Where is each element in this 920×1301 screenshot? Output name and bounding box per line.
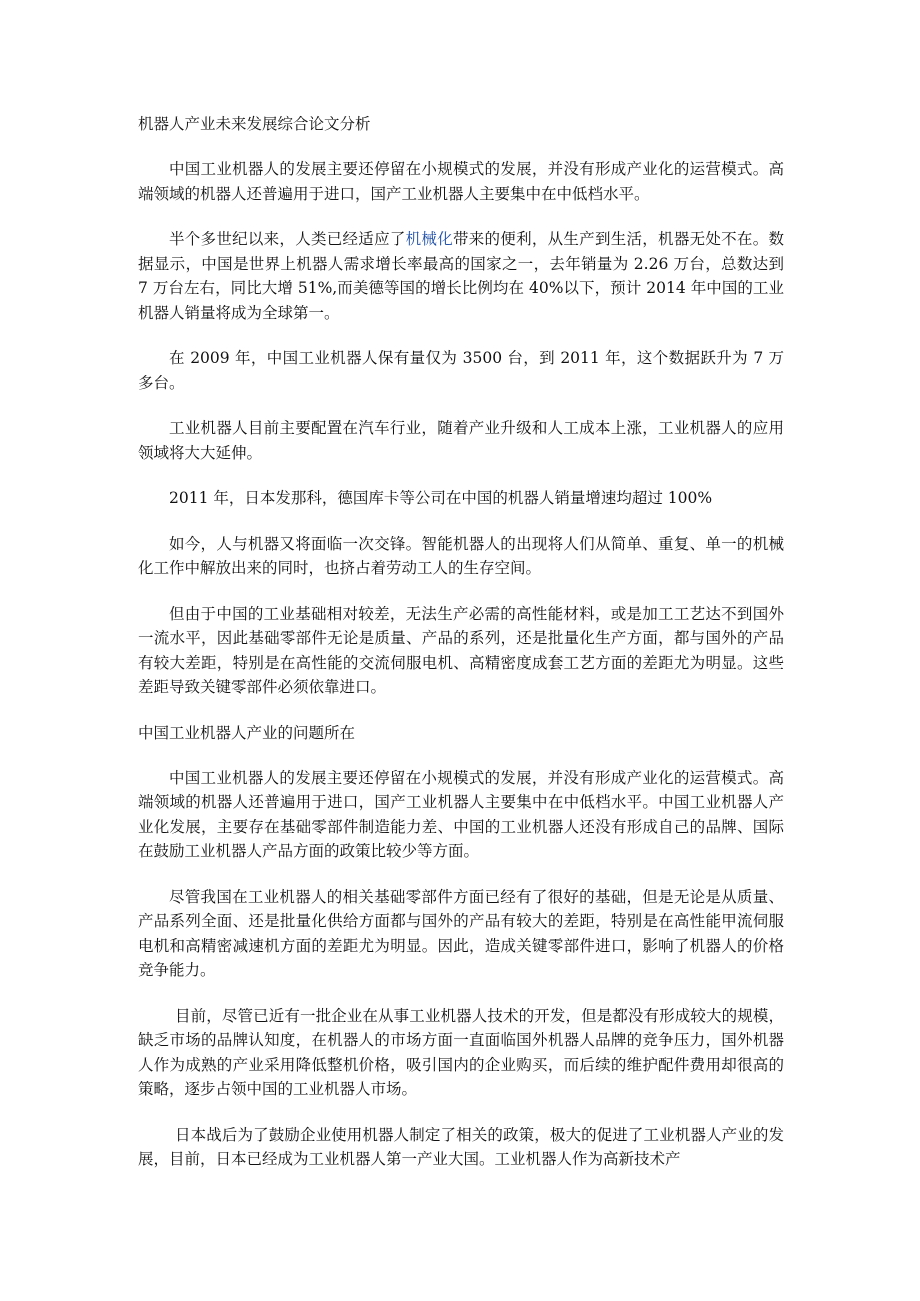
paragraph-6: 如今，人与机器又将面临一次交锋。智能机器人的出现将人们从简单、重复、单一的机械化工作中解放出来的同时，也挤占着劳动工人的生存空间。 [138,534,784,577]
document-title: 机器人产业未来发展综合论文分析 [138,115,371,133]
paragraph-2 [138,227,784,325]
section-title: 中国工业机器人产业的问题所在 [138,723,356,742]
paragraph-3: 在 2009 年，中国工业机器人保有量仅为 3500 台，到 2011 年，这个数据跃升为 7 万多台。 [138,349,784,392]
document-page [138,112,784,1193]
paragraph-7: 但由于中国的工业基础相对较差，无法生产必需的高性能材料，或是加工工艺达不到国外一流水平，因此基础零部件无论是质量、产品的系列，还是批量化生产方面，都与国外的产品有较大差距，特别是在高性能的交流伺服电机、高精密度成套工艺方面的差距尤为明显。这些差距导致关键零部件必须依靠进口。 [138,604,784,696]
paragraph-8: 中国工业机器人的发展主要还停留在小规模式的发展，并没有形成产业化的运营模式。高端领域的机器人还普遍用于进口，国产工业机器人主要集中在中低档水平。中国工业机器人产业化发展，主要存在基础零部件制造能力差、中国的工业机器人还没有形成自己的品牌、国际在鼓励工业机器人产品方面的政策比较少等方面。 [138,768,784,860]
mechanization-link[interactable]: 机械化 [405,230,453,248]
paragraph-1: 中国工业机器人的发展主要还停留在小规模式的发展，并没有形成产业化的运营模式。高端领域的机器人还普遍用于进口，国产工业机器人主要集中在中低档水平。 [138,160,784,203]
paragraph-10: 目前，尽管已近有一批企业在从事工业机器人技术的开发，但是都没有形成较大的规模，缺乏市场的品牌认知度，在机器人的市场方面一直面临国外机器人品牌的竞争压力，国外机器人作为成熟的产业采用降低整机价格，吸引国内的企业购买，而后续的维护配件费用却很高的策略，逐步占领中国的工业机器人市场。 [138,1006,784,1098]
paragraph-9: 尽管我国在工业机器人的相关基础零部件方面已经有了很好的基础，但是无论是从质量、产品系列全面、还是批量化供给方面都与国外的产品有较大的差距，特别是在高性能甲流伺服电机和高精密减速机方面的差距尤为明显。因此，造成关键零部件进口，影响了机器人的价格竞争能力。 [138,887,784,979]
paragraph-2-text-before: 半个多世纪以来，人类已经适应了 [169,230,406,248]
paragraph-4: 工业机器人目前主要配置在汽车行业，随着产业升级和人工成本上涨，工业机器人的应用领域将大大延伸。 [138,419,784,462]
paragraph-2-text-after: 带来的便利，从生产到生活，机器无处不在。数据显示，中国是世界上机器人需求增长率最高的国家之一，去年销量为 2.26 万台，总数达到 7 万台左右，同比大增 51%,而美德等国的增长比例均在 40%以下，预计 2014 年中国的工业机器人销量将成为全球第一。 [138,230,784,322]
paragraph-5: 2011 年，日本发那科，德国库卡等公司在中国的机器人销量增速均超过 100% [169,489,713,507]
paragraph-11: 日本战后为了鼓励企业使用机器人制定了相关的政策，极大的促进了工业机器人产业的发展，目前，日本已经成为工业机器人第一产业大国。工业机器人作为高新技术产 [138,1125,784,1168]
